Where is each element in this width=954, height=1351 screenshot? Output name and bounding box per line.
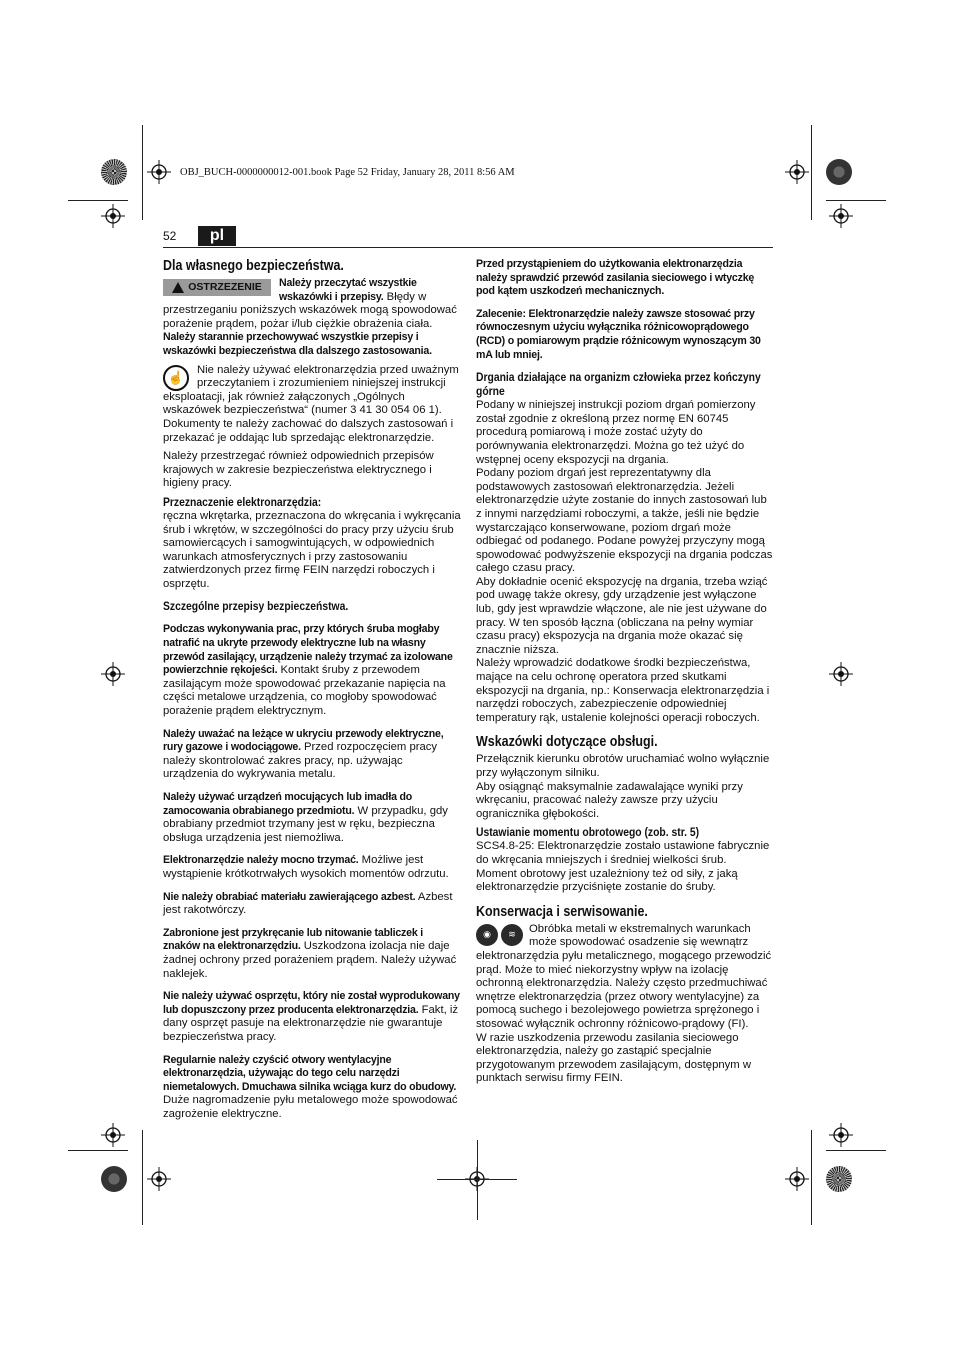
warning-bold-text: Należy przeczytać wszystkie wskazówki i przepisy. (279, 277, 417, 303)
cable-check-note: Przed przystąpieniem do użytkowania elektronarzędzia należy sprawdzić przewód zasilania sieciowego i wtyczkę pod kątem uszkodzeń mechanicznych. (476, 258, 755, 298)
left-column (163, 258, 461, 1121)
registration-disc-icon (101, 1166, 127, 1192)
crop-mark (811, 125, 812, 220)
operation-paragraph: Przełącznik kierunku obrotów uruchamiać wolno wyłącznie przy wyłączonym silniku. (476, 753, 770, 779)
registration-rosette-icon (826, 1166, 852, 1192)
header-rule (163, 247, 773, 248)
registration-crosshair-icon (101, 1123, 125, 1147)
vibration-paragraph: Aby dokładnie ocenić ekspozycję na drgania, trzeba wziąć pod uwagę także okresy, gdy urządzenie jest wyłączone lub, gdy jest wprawdzie włączone, ale nie jest używane do pracy. W ten sposób łączna (obliczana na pełny wymiar czasu pracy) ekspozycja na drgania może okazać się znacznie niższa. (476, 575, 768, 656)
registration-crosshair-icon (101, 662, 125, 686)
warning-text: Błędy w przestrzeganiu poniższych wskazówek mogą spowodować porażenie prądem, pożar i/lub ciężkie obrażenia ciała. (163, 290, 457, 330)
torque-paragraph: SCS4.8-25: Elektronarzędzie zostało ustawione fabrycznie do wkręcania mniejszych i średniej wielkości śrub. (476, 840, 770, 866)
crop-mark (826, 200, 886, 201)
registration-crosshair-icon (147, 160, 171, 184)
safety-item: Regularnie należy czyścić otwory wentylacyjne elektronarzędzia, używając do tego celu narzędzi niemetalowych. Dmuchawa silnika wciąga kurz do obudowy. Duże nagromadzenie pyłu metalowego może spowodować zagrożenie elektryczne. (163, 1053, 458, 1120)
ventilation-icon: ≋ (501, 924, 523, 946)
warning-badge-label: OSTRZEZENIE (188, 281, 262, 293)
maintenance-block (476, 923, 774, 1032)
crop-mark (477, 1140, 478, 1220)
warning-triangle-icon (172, 282, 184, 293)
operation-paragraph: Aby osiągnąć maksymalnie zadawalające wyniki przy wkręcaniu, pracować należy zawsze przy użyciu ogranicznika głębokości. (476, 780, 743, 820)
registration-crosshair-icon (101, 204, 125, 228)
crop-mark (68, 1150, 128, 1151)
safety-item: Podczas wykonywania prac, przy których śruba mogłaby natrafić na ukryte przewody elektryczne lub na własny przewód zasilający, urządzenie należy trzymać za izolowane powierzchnie rękojeści. Kontakt śruby z przewodem zasilającym może spowodować przekazanie napięcia na części metalowe urządzenia, co mogłoby spowodować porażenie prądem elektrycznym. (163, 623, 453, 718)
safety-item: Zabronione jest przykręcanie lub nitowanie tabliczek i znaków na elektronarzędziu. Uszkodzona izolacja nie daje żadnej ochrony przed porażeniem prądem. Należy używać naklejek. (163, 926, 457, 980)
safety-item: Należy uważać na leżące w ukryciu przewody elektryczne, rury gazowe i wodociągowe. Przed rozpoczęciem pracy należy skontrolować zakres pracy, np. używając urządzenia do wykrywania metalu. (163, 727, 444, 781)
purpose-heading: Przeznaczenie elektronarzędzia: (163, 496, 322, 509)
regulations-text: Należy przestrzegać również odpowiednich przepisów krajowych w zakresie bezpieczeństwa elektrycznego i higieny pracy. (163, 450, 434, 490)
rcd-recommendation: Zalecenie: Elektronarzędzie należy zawsze stosować przy równoczesnym użyciu wyłącznika różnicowoprądowego (RCD) o pomiarowym prądzie różnicowym wynoszącym 30 mA lub mniej. (476, 307, 761, 361)
file-header-line: OBJ_BUCH-0000000012-001.book Page 52 Friday, January 28, 2011 8:56 AM (180, 167, 515, 178)
right-column (476, 258, 774, 1086)
registration-crosshair-icon (147, 1167, 171, 1191)
purpose-text: ręczna wkrętarka, przeznaczona do wkręcania i wykręcania śrub i wkrętów, w szczególności do pracy przy użyciu śrub samowiercących i samogwintujących, w odpowiednich warunkach atmosferycznych i przy zastosowaniu zatwierdzonych przez firmę FEIN narzędzi roboczych i osprzętu. (163, 509, 461, 590)
vibration-paragraph: Podany poziom drgań jest reprezentatywny dla podstawowych zastosowań elektronarzędzia. Jeżeli elektronarzędzie użyte zostanie do innych zastosowań lub z innymi narzędziami roboczymi, a także, jeśli nie będzie wystarczająco konserwowane, poziom drgań może odbiegać od podanego. Podane powyżej przyczyny mogą spowodować podwyższenie ekspozycji na drgania podczas całego czasu pracy. (476, 467, 773, 575)
language-tab: pl (198, 226, 236, 246)
crop-mark (811, 1130, 812, 1225)
warning-badge (163, 279, 271, 296)
section-title-operation: Wskazówki dotyczące obsługi. (476, 734, 658, 751)
maintenance-paragraph: Obróbka metali w ekstremalnych warunkach może spowodować osadzenie się wewnątrz elektronarzędzia pyłu metalicznego, mogącego przewodzić prąd. Może to mieć niekorzystny wpływ na izolację ochronną elektronarzędzia. Należy często przedmuchiwać wnętrze elektronarzędzia (przez otwory wentylacyjne) za pomocą suchego i bezolejowego powietrza sprężonego i stosować wyłącznik ochronny różnicowo-prądowy (FI). (476, 922, 772, 1030)
safety-item: Nie należy używać osprzętu, który nie został wyprodukowany lub dopuszczony przez producenta elektronarzędzia. Fakt, iż dany osprzęt pasuje na elektronarzędzie nie gwarantuje bezpieczeństwa pracy. (163, 990, 460, 1043)
vibration-heading: Drgania działające na organizm człowieka przez kończyny górne (476, 372, 761, 399)
section-title-safety: Dla własnego bezpieczeństwa. (163, 258, 344, 274)
warning-block (163, 277, 461, 331)
section-title-maintenance: Konserwacja i serwisowanie. (476, 903, 648, 920)
manual-text: Nie należy używać elektronarzędzia przed uważnym przeczytaniem i zrozumieniem niniejszej instrukcji eksploatacji, jak również załączonych „Ogólnych wskazówek bezpieczeństwa“ (numer 3 41 30 054 06 1). Dokumenty te należy zachować do dalszych zastosowań i przekazać je oddając lub sprzedając elektronarzędzie. (163, 363, 459, 444)
torque-paragraph: Moment obrotowy jest uzależniony też od siły, z jaką elektronarzędzie przyciśnięte zostanie do śruby. (476, 867, 738, 894)
registration-crosshair-icon (785, 1167, 809, 1191)
protective-mask-icon: ◉ (476, 924, 498, 946)
registration-crosshair-icon (829, 204, 853, 228)
maintenance-paragraph: W razie uszkodzenia przewodu zasilania sieciowego elektronarzędzia, należy go zastąpić specjalnie przygotowanym przewodem zasilającym, dostępnym w punktach serwisu firmy FEIN. (476, 1031, 751, 1085)
crop-mark (142, 125, 143, 220)
vibration-paragraph: Należy wprowadzić dodatkowe środki bezpieczeństwa, mające na celu ochronę operatora przed skutkami ekspozycji na drgania, np.: Konserwacja elektronarzędzia i narzędzi roboczych, zabezpieczenie odpowiedniej temperatury rąk, ustalenie kolejności operacji roboczych. (476, 657, 770, 724)
keep-instructions-note: Należy starannie przechowywać wszystkie przepisy i wskazówki bezpieczeństwa dla dalszego zastosowania. (163, 331, 432, 357)
maintenance-icons (476, 924, 523, 946)
vibration-paragraph: Podany w niniejszej instrukcji poziom drgań pomierzony został zgodnie z określoną przez normę EN 60745 procedurą pomiarową i może zostać użyty do porównywania elektronarzędzi. Można go też użyć do wstępnej oceny ekspozycji na drgania. (476, 399, 756, 466)
safety-item: Nie należy obrabiać materiału zawierającego azbest. Azbest jest rakotwórczy. (163, 890, 453, 917)
registration-crosshair-icon (829, 1123, 853, 1147)
special-rules-heading: Szczególne przepisy bezpieczeństwa. (163, 601, 349, 614)
registration-crosshair-icon (829, 662, 853, 686)
manual-block (163, 364, 461, 446)
read-manual-icon: ☝ (163, 365, 189, 391)
crop-mark (826, 1150, 886, 1151)
page-number: 52 (163, 229, 177, 243)
registration-rosette-icon (101, 159, 127, 185)
crop-mark (142, 1130, 143, 1225)
safety-item: Elektronarzędzie należy mocno trzymać. Możliwe jest wystąpienie krótkotrwałych wysokich momentów odrzutu. (163, 854, 449, 880)
crop-mark (437, 1179, 517, 1180)
safety-item: Należy używać urządzeń mocujących lub imadła do zamocowania obrabianego przedmiotu. W przypadku, gdy obrabiany przedmiot trzymany jest w ręku, bezpieczna obsługa urządzenia jest niemożliwa. (163, 791, 448, 844)
torque-heading: Ustawianie momentu obrotowego (zob. str. 5) (476, 827, 700, 840)
registration-crosshair-icon (785, 160, 809, 184)
registration-disc-icon (826, 159, 852, 185)
crop-mark (68, 200, 128, 201)
